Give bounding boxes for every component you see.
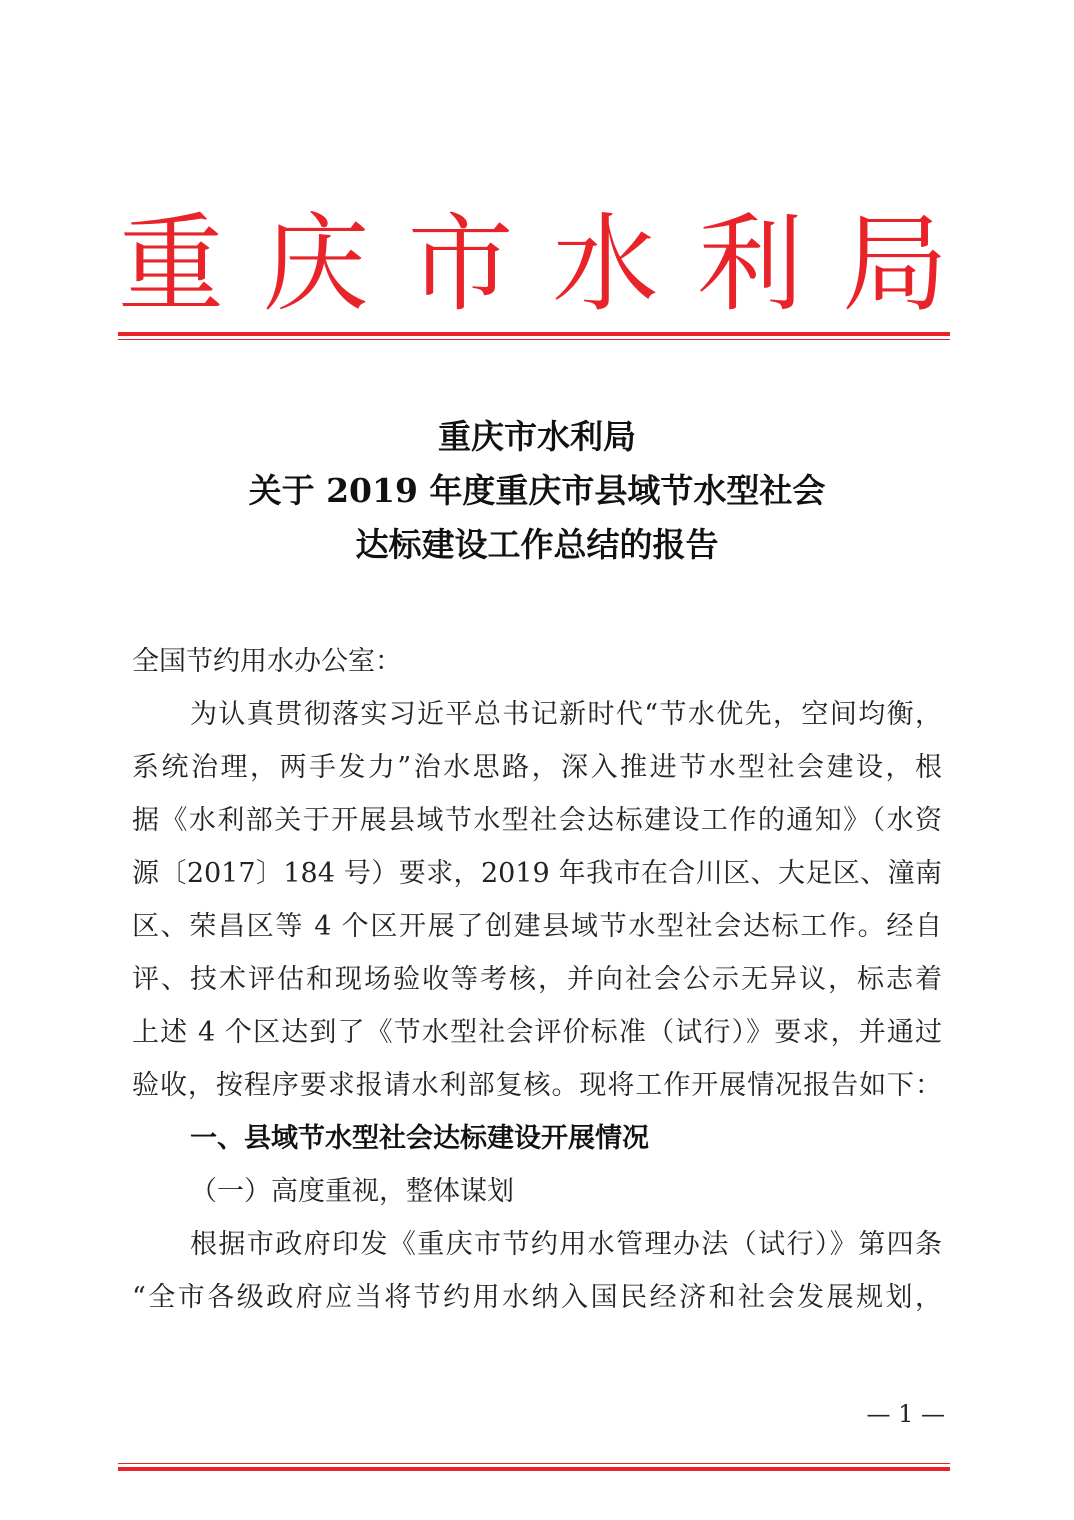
doc-title-line-3: 达标建设工作总结的报告 [355,525,719,564]
letterhead-char: 重 [118,203,224,326]
footer-rule-thick [118,1467,950,1471]
letterhead-rule-thin [118,339,950,340]
letterhead-char: 局 [841,203,948,326]
footer-rule-thin [118,1463,950,1464]
paragraph-line: 源〔2017〕184 号）要求，2019 年我市在合川区、大足区、潼南 [132,858,942,889]
section-heading: 一、县域节水型社会达标建设开展情况 [190,1123,649,1154]
paragraph-line: 评、技术评估和现场验收等考核，并向社会公示无异议，标志着 [132,964,942,995]
subsection-heading: （一）高度重视，整体谋划 [190,1176,514,1207]
letterhead-char: 市 [407,203,514,326]
paragraph-line: 验收，按程序要求报请水利部复核。现将工作开展情况报告如下： [132,1070,942,1101]
paragraph-line: 根据市政府印发《重庆市节约用水管理办法（试行）》第四条 [190,1229,942,1260]
paragraph-line: “全市各级政府应当将节约用水纳入国民经济和社会发展规划， [132,1282,942,1313]
doc-title-line-2: 关于 2019 年度重庆市县域节水型社会 [248,471,826,510]
paragraph-line: 系统治理，两手发力”治水思路，深入推进节水型社会建设，根 [132,752,942,783]
paragraph-line: 上述 4 个区达到了《节水型社会评价标准（试行）》要求，并通过 [132,1017,942,1048]
page-number: — 1 — [866,1400,945,1428]
paragraph-line: 据《水利部关于开展县域节水型社会达标建设工作的通知》（水资 [132,805,942,836]
letterhead-char: 庆 [262,203,369,326]
paragraph-line: 区、荣昌区等 4 个区开展了创建县域节水型社会达标工作。经自 [132,911,942,942]
salutation: 全国节约用水办公室： [132,646,402,677]
letterhead-char: 水 [552,203,659,326]
paragraph-line: 为认真贯彻落实习近平总书记新时代“节水优先，空间均衡， [190,699,942,730]
letterhead-char: 利 [697,203,804,326]
doc-title-line-1: 重庆市水利局 [438,417,636,456]
letterhead-rule-thick [118,332,950,336]
letterhead-title [118,205,948,325]
